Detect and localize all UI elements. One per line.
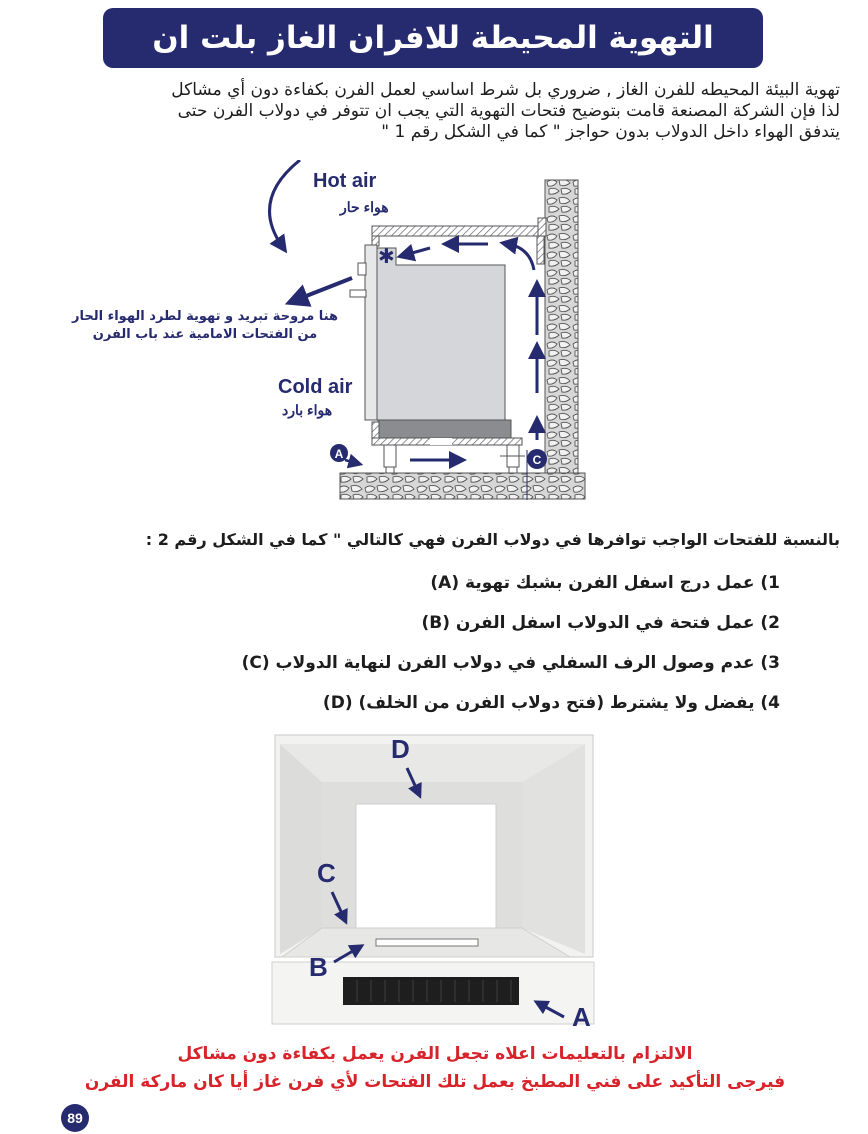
label-a: A [572, 1002, 591, 1032]
footer-line: فيرجى التأكيد على فني المطبخ بعمل تلك الفتحات لأي فرن غاز أيا كان ماركة الفرن [84, 1072, 786, 1092]
vent-grille [343, 977, 519, 1005]
intro-line: تهوية البيئة المحيطه للفرن الغاز , ضروري بل شرط اساسي لعمل الفرن بكفاءة دون أي مشاكل [171, 80, 840, 100]
cabinet-photo [270, 732, 610, 1030]
footer-line: الالتزام بالتعليمات اعلاه تجعل الفرن يعمل بكفاءة دون مشاكل [177, 1044, 693, 1064]
marker-a [330, 444, 348, 462]
marker-a-label: A [334, 447, 344, 461]
rear-opening [356, 804, 496, 930]
intro-line: لذا فإن الشركة المصنعة قامت بتوضيح فتحات التهوية التي يجب ان تتوفر في دولاب الفرن حتى [177, 101, 840, 121]
requirement-item: 4) يفضل ولا يشترط (فتح دولاب الفرن من الخلف) (D) [322, 693, 780, 713]
requirement-item: 2) عمل فتحة في الدولاب اسفل الفرن (B) [421, 613, 780, 633]
page-title: التهوية المحيطة للافران الغاز بلت ان [152, 20, 714, 56]
hot-air-label-ar: هواء حار [340, 199, 389, 215]
label-d: D [391, 734, 410, 764]
cold-air-label-ar: هواء بارد [282, 402, 333, 418]
page-title-banner [103, 8, 763, 68]
oven-body [377, 248, 505, 420]
shelf-opening [376, 939, 478, 946]
bottom-tray [378, 420, 511, 438]
intro-line: يتدفق الهواء داخل الدولاب بدون حواجز " كما في الشكل رقم 1 " [381, 122, 840, 142]
hot-air-label: Hot air [313, 170, 377, 192]
marker-c [527, 449, 547, 469]
marker-c-label: C [532, 453, 542, 467]
cabinet-top [372, 226, 544, 236]
fan-icon: ✱ [378, 244, 395, 268]
floor [340, 473, 585, 499]
requirements-list [180, 570, 780, 730]
page-number-badge: 89 [61, 1104, 89, 1132]
fan-note-line: هنا مروحة تبريد و تهوية لطرد الهواء الحار [71, 309, 339, 324]
requirements-intro: بالنسبة للفتحات الواجب توافرها في دولاب الفرن فهي كالتالي " كما في الشكل رقم 2 : [145, 530, 840, 549]
requirement-item: 3) عدم وصول الرف السفلي في دولاب الفرن لنهاية الدولاب (C) [241, 653, 780, 673]
footer-warning [40, 1040, 830, 1096]
label-c: C [317, 858, 336, 888]
requirement-item: 1) عمل درج اسفل الفرن بشبك تهوية (A) [430, 573, 780, 593]
wall [545, 180, 578, 480]
cold-air-label: Cold air [278, 376, 353, 398]
label-b: B [309, 952, 328, 982]
fan-note [40, 308, 370, 344]
intro-paragraph [30, 80, 840, 143]
fan-note-line: من الفتحات الامامية عند باب الفرن [92, 327, 318, 342]
